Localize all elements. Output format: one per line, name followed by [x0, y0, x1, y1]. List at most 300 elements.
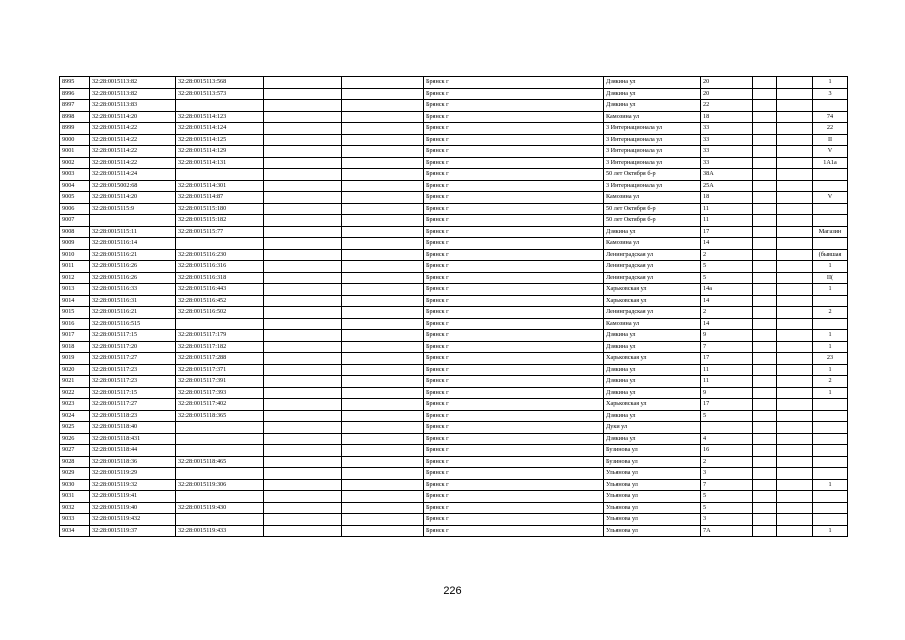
cell-empty — [342, 238, 424, 250]
cell-house: 33 — [701, 134, 753, 146]
cell-cadastral-parcel: 32:28:0015118:44 — [90, 445, 176, 457]
cell-empty — [264, 192, 342, 204]
cell-cadastral-object: 32:28:0015115:180 — [176, 203, 264, 215]
cell-empty — [777, 134, 813, 146]
cell-empty — [342, 456, 424, 468]
cell-empty — [753, 238, 777, 250]
table-row — [60, 399, 848, 411]
cell-empty — [753, 295, 777, 307]
cell-empty — [753, 491, 777, 503]
cell-empty — [753, 307, 777, 319]
cell-house: 22 — [701, 100, 753, 112]
cell-empty — [753, 456, 777, 468]
cell-cadastral-object: 32:28:0015115:77 — [176, 226, 264, 238]
cell-empty — [264, 456, 342, 468]
cell-cadastral-object: 32:28:0015116:452 — [176, 295, 264, 307]
cell-cadastral-parcel: 32:28:0015116:21 — [90, 307, 176, 319]
cell-house: 25А — [701, 180, 753, 192]
cell-row-number: 9031 — [60, 491, 90, 503]
cell-cadastral-parcel: 32:28:0015117:23 — [90, 376, 176, 388]
cell-house: 5 — [701, 502, 753, 514]
cell-empty — [342, 422, 424, 434]
cell-street: Дзякина ул — [604, 410, 701, 422]
cell-empty — [342, 525, 424, 537]
cell-premises: 1 — [813, 330, 848, 342]
cell-house: 18 — [701, 111, 753, 123]
cell-empty — [342, 491, 424, 503]
table-row — [60, 295, 848, 307]
cell-city: Брянск г — [424, 399, 604, 411]
cell-premises: 1 — [813, 284, 848, 296]
table-row — [60, 387, 848, 399]
cell-house: 7 — [701, 479, 753, 491]
cell-empty — [753, 376, 777, 388]
cell-house: 7 — [701, 341, 753, 353]
cell-empty — [264, 387, 342, 399]
cell-premises — [813, 180, 848, 192]
cell-city: Брянск г — [424, 284, 604, 296]
cell-empty — [264, 111, 342, 123]
cell-empty — [342, 88, 424, 100]
cell-empty — [753, 445, 777, 457]
cell-premises: 1 — [813, 77, 848, 89]
cell-row-number: 9026 — [60, 433, 90, 445]
cell-city: Брянск г — [424, 468, 604, 480]
cell-empty — [264, 353, 342, 365]
cell-house: 17 — [701, 399, 753, 411]
cell-row-number: 9025 — [60, 422, 90, 434]
cell-city: Брянск г — [424, 111, 604, 123]
cell-empty — [777, 111, 813, 123]
cell-street: Ульянова ул — [604, 479, 701, 491]
cell-city: Брянск г — [424, 525, 604, 537]
cell-premises: Магазин — [813, 226, 848, 238]
cell-empty — [264, 525, 342, 537]
cell-empty — [777, 238, 813, 250]
cell-empty — [342, 364, 424, 376]
cell-empty — [777, 88, 813, 100]
cell-empty — [777, 422, 813, 434]
cell-cadastral-parcel: 32:28:0015116:26 — [90, 272, 176, 284]
table-row — [60, 111, 848, 123]
cell-empty — [342, 111, 424, 123]
cell-row-number: 9004 — [60, 180, 90, 192]
cell-empty — [342, 261, 424, 273]
cell-street: Дзякина ул — [604, 330, 701, 342]
cell-cadastral-parcel: 32:28:0015116:26 — [90, 261, 176, 273]
cell-cadastral-object: 32:28:0015114:301 — [176, 180, 264, 192]
cell-empty — [342, 353, 424, 365]
cell-city: Брянск г — [424, 238, 604, 250]
cell-city: Брянск г — [424, 226, 604, 238]
cell-cadastral-object: 32:28:0015114:131 — [176, 157, 264, 169]
cell-cadastral-parcel: 32:28:0015113:83 — [90, 100, 176, 112]
cell-row-number: 9003 — [60, 169, 90, 181]
cell-cadastral-parcel: 32:28:0015119:37 — [90, 525, 176, 537]
cell-empty — [777, 77, 813, 89]
cell-cadastral-parcel: 32:28:0015119:32 — [90, 479, 176, 491]
cell-row-number: 8997 — [60, 100, 90, 112]
cell-empty — [342, 226, 424, 238]
cell-cadastral-object: 32:28:0015117:393 — [176, 387, 264, 399]
cell-empty — [342, 295, 424, 307]
cell-empty — [753, 215, 777, 227]
cell-empty — [753, 249, 777, 261]
cell-premises: 1 — [813, 341, 848, 353]
cell-empty — [777, 215, 813, 227]
table-row — [60, 77, 848, 89]
cell-street: Дзякина ул — [604, 226, 701, 238]
table-row — [60, 249, 848, 261]
cell-empty — [753, 88, 777, 100]
cell-empty — [777, 100, 813, 112]
cell-premises: (бывшая — [813, 249, 848, 261]
cell-empty — [777, 295, 813, 307]
cell-cadastral-object: 32:28:0015118:465 — [176, 456, 264, 468]
cell-premises: V — [813, 192, 848, 204]
cell-premises — [813, 318, 848, 330]
cell-cadastral-object: 32:28:0015113:568 — [176, 77, 264, 89]
cell-premises — [813, 491, 848, 503]
cell-street: Дзякина ул — [604, 387, 701, 399]
cell-premises — [813, 295, 848, 307]
cell-house: 2 — [701, 456, 753, 468]
cell-row-number: 9032 — [60, 502, 90, 514]
cell-city: Брянск г — [424, 318, 604, 330]
cell-house: 9 — [701, 330, 753, 342]
table-row — [60, 203, 848, 215]
cell-cadastral-parcel: 32:28:0015119:40 — [90, 502, 176, 514]
cell-empty — [342, 180, 424, 192]
cell-row-number: 9022 — [60, 387, 90, 399]
cell-empty — [342, 341, 424, 353]
cell-cadastral-object: 32:28:0015113:573 — [176, 88, 264, 100]
cell-cadastral-object: 32:28:0015116:502 — [176, 307, 264, 319]
table-row — [60, 272, 848, 284]
cell-city: Брянск г — [424, 100, 604, 112]
cell-empty — [753, 192, 777, 204]
table-row — [60, 134, 848, 146]
cell-row-number: 9020 — [60, 364, 90, 376]
cell-city: Брянск г — [424, 422, 604, 434]
cell-row-number: 9018 — [60, 341, 90, 353]
table-row — [60, 422, 848, 434]
table-row — [60, 479, 848, 491]
cell-house: 17 — [701, 353, 753, 365]
cell-house: 20 — [701, 88, 753, 100]
table-row — [60, 353, 848, 365]
cell-cadastral-object — [176, 100, 264, 112]
cell-cadastral-parcel: 32:28:0015118:23 — [90, 410, 176, 422]
cell-cadastral-object: 32:28:0015118:365 — [176, 410, 264, 422]
property-registry-table — [59, 76, 848, 537]
cell-premises — [813, 422, 848, 434]
cell-empty — [264, 261, 342, 273]
cell-street: Дуки ул — [604, 422, 701, 434]
cell-premises: II — [813, 134, 848, 146]
cell-premises: 23 — [813, 353, 848, 365]
cell-premises — [813, 456, 848, 468]
cell-row-number: 8995 — [60, 77, 90, 89]
cell-cadastral-object — [176, 169, 264, 181]
cell-cadastral-object: 32:28:0015114:125 — [176, 134, 264, 146]
cell-row-number: 9033 — [60, 514, 90, 526]
cell-street: 3 Интернационала ул — [604, 134, 701, 146]
cell-row-number: 9002 — [60, 157, 90, 169]
cell-house: 11 — [701, 376, 753, 388]
cell-premises — [813, 514, 848, 526]
cell-row-number: 9013 — [60, 284, 90, 296]
cell-street: 50 лет Октября б-р — [604, 203, 701, 215]
cell-empty — [264, 468, 342, 480]
cell-empty — [777, 157, 813, 169]
cell-city: Брянск г — [424, 502, 604, 514]
cell-street: Дзякина ул — [604, 88, 701, 100]
cell-cadastral-parcel: 32:28:0015114:22 — [90, 157, 176, 169]
cell-empty — [753, 468, 777, 480]
cell-city: Брянск г — [424, 433, 604, 445]
cell-empty — [342, 318, 424, 330]
cell-empty — [753, 284, 777, 296]
cell-empty — [342, 169, 424, 181]
cell-house: 5 — [701, 491, 753, 503]
cell-cadastral-object — [176, 445, 264, 457]
table-row — [60, 284, 848, 296]
cell-row-number: 9016 — [60, 318, 90, 330]
cell-empty — [264, 422, 342, 434]
cell-empty — [753, 353, 777, 365]
cell-cadastral-parcel: 32:28:0015115:9 — [90, 203, 176, 215]
cell-empty — [342, 134, 424, 146]
cell-cadastral-parcel: 32:28:0015119:41 — [90, 491, 176, 503]
cell-house: 14 — [701, 238, 753, 250]
cell-empty — [777, 272, 813, 284]
cell-empty — [777, 192, 813, 204]
cell-premises: 1 — [813, 364, 848, 376]
cell-premises — [813, 169, 848, 181]
cell-city: Брянск г — [424, 180, 604, 192]
cell-street: Ленинградская ул — [604, 261, 701, 273]
cell-premises — [813, 433, 848, 445]
cell-cadastral-parcel: 32:28:0015116:21 — [90, 249, 176, 261]
cell-cadastral-parcel: 32:28:0015114:24 — [90, 169, 176, 181]
table-row — [60, 215, 848, 227]
cell-cadastral-object: 32:28:0015117:288 — [176, 353, 264, 365]
table-row — [60, 100, 848, 112]
cell-empty — [342, 399, 424, 411]
cell-street: 3 Интернационала ул — [604, 157, 701, 169]
cell-empty — [264, 203, 342, 215]
cell-premises — [813, 399, 848, 411]
cell-city: Брянск г — [424, 387, 604, 399]
cell-empty — [342, 284, 424, 296]
cell-empty — [777, 399, 813, 411]
cell-house: 9 — [701, 387, 753, 399]
cell-empty — [264, 318, 342, 330]
cell-cadastral-parcel: 32:28:0015119:432 — [90, 514, 176, 526]
cell-empty — [264, 146, 342, 158]
cell-premises — [813, 410, 848, 422]
cell-city: Брянск г — [424, 77, 604, 89]
cell-cadastral-parcel: 32:28:0015117:27 — [90, 399, 176, 411]
table-row — [60, 364, 848, 376]
cell-empty — [264, 330, 342, 342]
cell-empty — [342, 192, 424, 204]
cell-premises — [813, 468, 848, 480]
cell-empty — [342, 146, 424, 158]
cell-cadastral-object — [176, 468, 264, 480]
cell-cadastral-parcel: 32:28:0015117:20 — [90, 341, 176, 353]
cell-city: Брянск г — [424, 479, 604, 491]
cell-city: Брянск г — [424, 203, 604, 215]
cell-house: 3 — [701, 468, 753, 480]
cell-row-number: 9012 — [60, 272, 90, 284]
cell-house: 2 — [701, 249, 753, 261]
cell-empty — [777, 284, 813, 296]
cell-empty — [777, 341, 813, 353]
cell-street: Дзякина ул — [604, 433, 701, 445]
cell-street: Бузинова ул — [604, 445, 701, 457]
cell-cadastral-object — [176, 422, 264, 434]
cell-street: Ульянова ул — [604, 502, 701, 514]
cell-row-number: 9001 — [60, 146, 90, 158]
cell-empty — [753, 330, 777, 342]
cell-cadastral-parcel: 32:28:0015117:27 — [90, 353, 176, 365]
cell-empty — [264, 123, 342, 135]
cell-house: 33 — [701, 157, 753, 169]
cell-house: 18 — [701, 192, 753, 204]
cell-street: Дзякина ул — [604, 100, 701, 112]
cell-empty — [777, 387, 813, 399]
cell-city: Брянск г — [424, 192, 604, 204]
cell-city: Брянск г — [424, 272, 604, 284]
cell-cadastral-object — [176, 318, 264, 330]
cell-empty — [753, 525, 777, 537]
table-row — [60, 180, 848, 192]
cell-empty — [264, 100, 342, 112]
cell-city: Брянск г — [424, 341, 604, 353]
cell-row-number: 9009 — [60, 238, 90, 250]
cell-street: Ленинградская ул — [604, 307, 701, 319]
cell-street: Харьковская ул — [604, 284, 701, 296]
cell-empty — [777, 514, 813, 526]
cell-street: Ленинградская ул — [604, 249, 701, 261]
cell-city: Брянск г — [424, 261, 604, 273]
cell-empty — [264, 284, 342, 296]
cell-cadastral-object: 32:28:0015117:182 — [176, 341, 264, 353]
cell-empty — [264, 364, 342, 376]
table-row — [60, 88, 848, 100]
cell-cadastral-object: 32:28:0015114:124 — [176, 123, 264, 135]
cell-empty — [753, 111, 777, 123]
cell-street: Ленинградская ул — [604, 272, 701, 284]
cell-empty — [753, 272, 777, 284]
cell-empty — [753, 341, 777, 353]
cell-cadastral-parcel: 32:28:0015114:22 — [90, 134, 176, 146]
cell-street: Дзякина ул — [604, 341, 701, 353]
cell-empty — [342, 376, 424, 388]
cell-row-number: 9005 — [60, 192, 90, 204]
table-body — [60, 77, 848, 537]
cell-empty — [264, 215, 342, 227]
cell-empty — [264, 514, 342, 526]
cell-street: Ульянова ул — [604, 514, 701, 526]
cell-street: Ульянова ул — [604, 491, 701, 503]
cell-empty — [264, 502, 342, 514]
cell-empty — [342, 433, 424, 445]
cell-row-number: 9015 — [60, 307, 90, 319]
table-row — [60, 491, 848, 503]
table-row — [60, 307, 848, 319]
cell-empty — [777, 525, 813, 537]
table-row — [60, 514, 848, 526]
cell-empty — [753, 226, 777, 238]
cell-cadastral-object — [176, 433, 264, 445]
cell-empty — [264, 134, 342, 146]
cell-empty — [753, 123, 777, 135]
cell-row-number: 9034 — [60, 525, 90, 537]
cell-street: Дзякина ул — [604, 364, 701, 376]
cell-empty — [264, 491, 342, 503]
cell-cadastral-object: 32:28:0015116:318 — [176, 272, 264, 284]
cell-cadastral-object: 32:28:0015114:87 — [176, 192, 264, 204]
cell-empty — [753, 502, 777, 514]
cell-cadastral-object: 32:28:0015117:402 — [176, 399, 264, 411]
cell-city: Брянск г — [424, 445, 604, 457]
cell-empty — [777, 479, 813, 491]
cell-city: Брянск г — [424, 456, 604, 468]
cell-premises — [813, 502, 848, 514]
cell-empty — [777, 376, 813, 388]
cell-row-number: 9030 — [60, 479, 90, 491]
table-row — [60, 318, 848, 330]
cell-cadastral-parcel: 32:28:0015118:36 — [90, 456, 176, 468]
cell-empty — [264, 272, 342, 284]
cell-row-number: 9019 — [60, 353, 90, 365]
cell-empty — [342, 100, 424, 112]
cell-row-number: 8999 — [60, 123, 90, 135]
cell-street: Камозина ул — [604, 238, 701, 250]
cell-empty — [342, 445, 424, 457]
cell-row-number: 9011 — [60, 261, 90, 273]
cell-empty — [342, 272, 424, 284]
cell-empty — [264, 157, 342, 169]
cell-city: Брянск г — [424, 410, 604, 422]
cell-empty — [753, 77, 777, 89]
cell-row-number: 9008 — [60, 226, 90, 238]
cell-city: Брянск г — [424, 364, 604, 376]
cell-empty — [753, 318, 777, 330]
cell-empty — [264, 88, 342, 100]
table-row — [60, 445, 848, 457]
cell-premises: 74 — [813, 111, 848, 123]
cell-premises: 2 — [813, 307, 848, 319]
table-row — [60, 468, 848, 480]
cell-street: Камозина ул — [604, 318, 701, 330]
cell-city: Брянск г — [424, 249, 604, 261]
cell-empty — [264, 445, 342, 457]
cell-cadastral-object: 32:28:0015117:391 — [176, 376, 264, 388]
cell-empty — [777, 330, 813, 342]
table-row — [60, 456, 848, 468]
table-row — [60, 433, 848, 445]
cell-empty — [753, 180, 777, 192]
cell-empty — [777, 307, 813, 319]
cell-city: Брянск г — [424, 215, 604, 227]
cell-city: Брянск г — [424, 88, 604, 100]
cell-empty — [777, 468, 813, 480]
cell-cadastral-parcel: 32:28:0015002:68 — [90, 180, 176, 192]
